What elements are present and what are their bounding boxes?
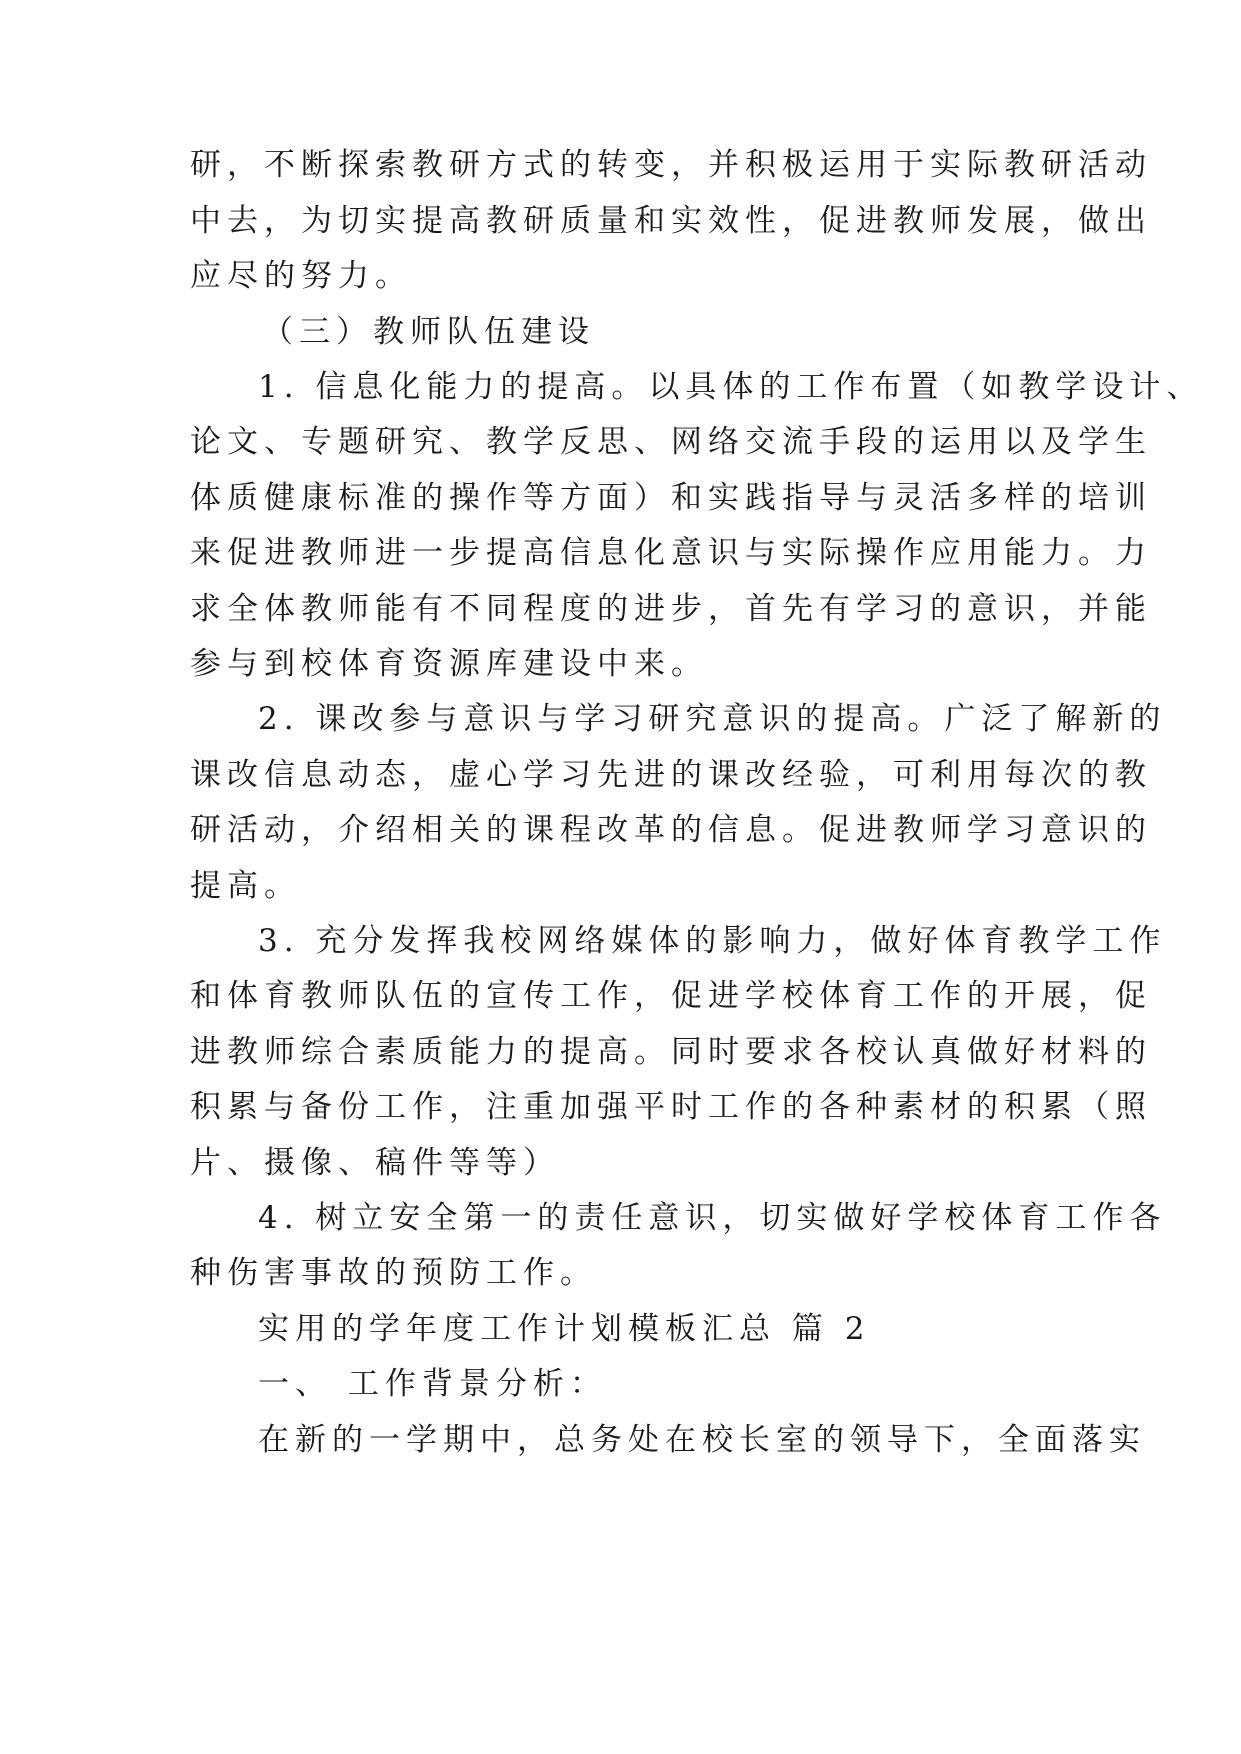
paragraph-line: 片、摄像、稿件等等）: [190, 1145, 560, 1181]
paragraph-line: 求全体教师能有不同程度的进步，首先有学习的意识，并能: [190, 591, 1152, 627]
paragraph-line: 课改信息动态，虚心学习先进的课改经验，可利用每次的教: [190, 757, 1152, 793]
paragraph-line: 应尽的努力。: [190, 258, 412, 294]
paragraph-line: 积累与备份工作，注重加强平时工作的各种素材的积累（照: [190, 1089, 1152, 1125]
paragraph-line: 种伤害事故的预防工作。: [190, 1255, 597, 1291]
section-heading: （三）教师队伍建设: [262, 314, 595, 350]
paragraph-line: 4. 树立安全第一的责任意识，切实做好学校体育工作各: [258, 1200, 1167, 1236]
paragraph-line: 1. 信息化能力的提高。以具体的工作布置（如教学设计、: [258, 369, 1204, 405]
paragraph-line: 论文、专题研究、教学反思、网络交流手段的运用以及学生: [190, 424, 1152, 460]
paragraph-line: 研，不断探索教研方式的转变，并积极运用于实际教研活动: [190, 147, 1152, 183]
paragraph-line: 3. 充分发挥我校网络媒体的影响力，做好体育教学工作: [258, 923, 1167, 959]
paragraph-line: 和体育教师队伍的宣传工作，促进学校体育工作的开展，促: [190, 978, 1152, 1014]
paragraph-line: 体质健康标准的操作等方面）和实践指导与灵活多样的培训: [190, 480, 1152, 516]
paragraph-line: 研活动，介绍相关的课程改革的信息。促进教师学习意识的: [190, 812, 1152, 848]
paragraph-line: 进教师综合素质能力的提高。同时要求各校认真做好材料的: [190, 1034, 1152, 1070]
article-title: 实用的学年度工作计划模板汇总 篇 2: [258, 1311, 871, 1347]
paragraph-line: 提高。: [190, 868, 301, 904]
paragraph-line: 2. 课改参与意识与学习研究意识的提高。广泛了解新的: [258, 701, 1167, 737]
paragraph-line: 参与到校体育资源库建设中来。: [190, 646, 708, 682]
section-heading: 一、 工作背景分析：: [258, 1366, 607, 1402]
paragraph-line: 在新的一学期中，总务处在校长室的领导下，全面落实: [258, 1422, 1146, 1458]
paragraph-line: 来促进教师进一步提高信息化意识与实际操作应用能力。力: [190, 535, 1152, 571]
paragraph-line: 中去，为切实提高教研质量和实效性，促进教师发展，做出: [190, 203, 1152, 239]
